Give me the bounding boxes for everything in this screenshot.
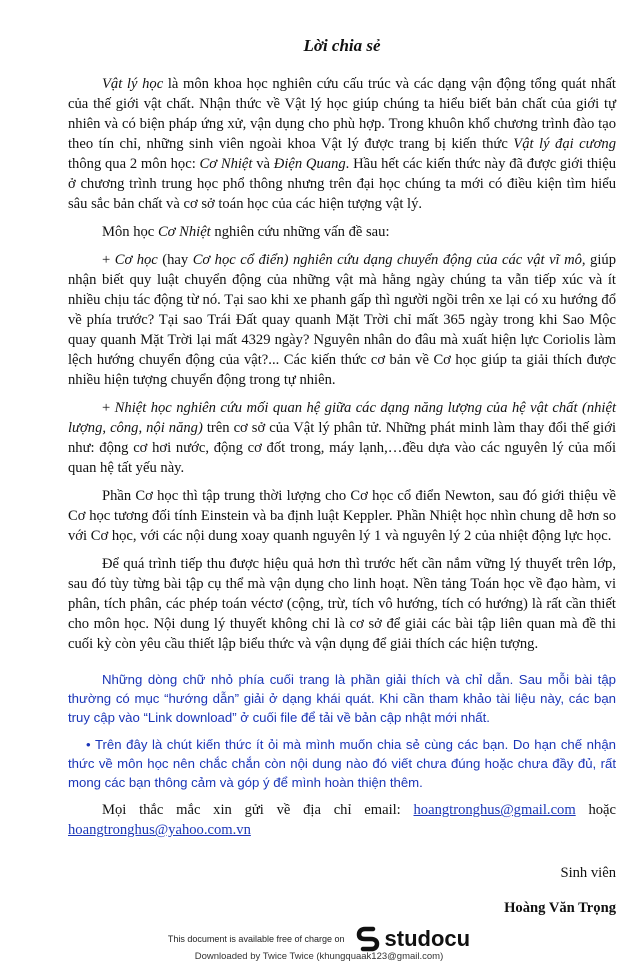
page-content [68, 36, 616, 848]
note-closing: • Trên đây là chút kiến thức ít ỏi mà mình muốn chia sẻ cùng các bạn. Do hạn chế nhận thức về môn học nên chắc chắn còn nội dung nào đó viết chưa đúng hoặc chưa đầy đủ, rất mong các bạn thông cảm và góp ý để mình hoàn thiện thêm. [68, 737, 616, 790]
paragraph-course-parts: Phần Cơ học thì tập trung thời lượng cho Cơ học cổ điển Newton, sau đó giới thiệu về Cơ học tương đối tính Einstein và ba định luật Keppler. Phần Nhiệt học nhìn chung dễ hơn so với Cơ học, với các nội dung xoay quanh nguyên lý 1 và nguyên lý 2 của nhiệt động lực học. [68, 488, 616, 544]
signature-role: Sinh viên [560, 865, 616, 881]
paragraph-thermal: + Nhiệt học nghiên cứu mối quan hệ giữa các dạng năng lượng của hệ vật chất (nhiệt lượng, công, nội năng) trên cơ sở của Vật lý phân tử. Những phát minh làm thay đổi thế giới như: động cơ hơi nước, động cơ đốt trong, máy lạnh,…đều dựa vào các nguyên lý của mối quan hệ tất yếu này. [68, 400, 617, 476]
note-instructions: Những dòng chữ nhỏ phía cuối trang là phần giải thích và chỉ dẫn. Sau mỗi bài tập thường có mục “hướng dẫn” giải ở dạng khái quát. Khi cần tham khảo tài liệu này, các bạn truy cập vào “Link download” ở cuối file để tải về bản cập nhật mới nhất. [68, 672, 616, 725]
page-title: Lời chia sẻ [303, 36, 381, 55]
term-vat-ly-hoc: Vật lý học [102, 76, 164, 92]
paragraph-topics: Môn học Cơ Nhiệt nghiên cứu những vấn đề sau: [102, 224, 390, 240]
footer-notice-text: This document is available free of charge on [167, 934, 345, 944]
paragraph-contact: Mọi thắc mắc xin gửi về địa chỉ email: hoangtronghus@gmail.com hoặc hoangtronghus@yahoo.com.vn [68, 802, 617, 838]
email-link-yahoo[interactable]: hoangtronghus@yahoo.com.vn [68, 822, 251, 838]
footer-notice [0, 926, 638, 952]
paragraph-study-advice: Để quá trình tiếp thu được hiệu quả hơn thì trước hết cần nắm vững lý thuyết trên lớp, sau đó tùy từng bài tập cụ thể mà vận dụng cho linh hoạt. Nền tảng Toán học về đạo hàm, vi phân, tích phân, các phép toán véctơ (cộng, trừ, tích vô hướng, tích có hướng) là rất cần thiết cho môn học. Nội dung lý thuyết không chỉ là cơ sở để giải các bài tập liên quan mà đề thi cuối kỳ còn yêu cầu thiết lập biểu thức và vận dụng để giải thích các hiện tượng. [68, 556, 616, 652]
studocu-wordmark: studocu [384, 926, 471, 951]
paragraph-mechanics: + Cơ học (hay Cơ học cổ điển) nghiên cứu dạng chuyển động của các vật vĩ mô, giúp nhận biết quy luật chuyển động của những vật mà hằng ngày chúng ta vẫn tiếp xúc và ít nhiều chịu tác động từ nó. Tại sao khi xe phanh gấp thì người ngồi trên xe lại có xu hướng đổ về phía trước? Tại sao Trái Đất quay quanh Mặt Trời chỉ mất 365 ngày trong khi Sao Mộc quay quanh Mặt Trời lại mất 4329 ngày? Nguyên nhân do đâu mà xuất hiện lực Coriolis làm lệch hướng chuyển động của vật?... Các kiến thức cơ bản về Cơ học giúp ta giải thích được nhiều hiện tượng chuyển động trong tự nhiên. [68, 252, 616, 388]
studocu-logo[interactable] [355, 926, 471, 952]
signature-name: Hoàng Văn Trọng [504, 900, 616, 916]
email-link-gmail[interactable]: hoangtronghus@gmail.com [413, 802, 576, 818]
studocu-icon [355, 926, 381, 952]
paragraph-intro: Vật lý học là môn khoa học nghiên cứu cấu trúc và các dạng vận động tổng quát nhất của thế giới vật chất. Nhận thức về Vật lý học giúp chúng ta hiểu biết bản chất của giới tự nhiên và có biện pháp ứng xử, vận dụng cho phù hợp. Trong khuôn khổ chương trình đào tạo theo tín chỉ, những sinh viên ngoài khoa Vật lý được trang bị kiến thức Vật lý đại cương thông qua 2 môn học: Cơ Nhiệt và Điện Quang. Hầu hết các kiến thức này đã được giới thiệu ở chương trình trung học phổ thông nhưng trên đại học chúng ta mới có điều kiện tìm hiểu sâu sắc bản chất và cơ sở toán học của các hiện tượng vật lý. [68, 76, 617, 212]
footer-downloaded: Downloaded by Twice Twice (khungquaak123@gmail.com) [194, 951, 444, 962]
bullet-icon: • [86, 737, 91, 752]
